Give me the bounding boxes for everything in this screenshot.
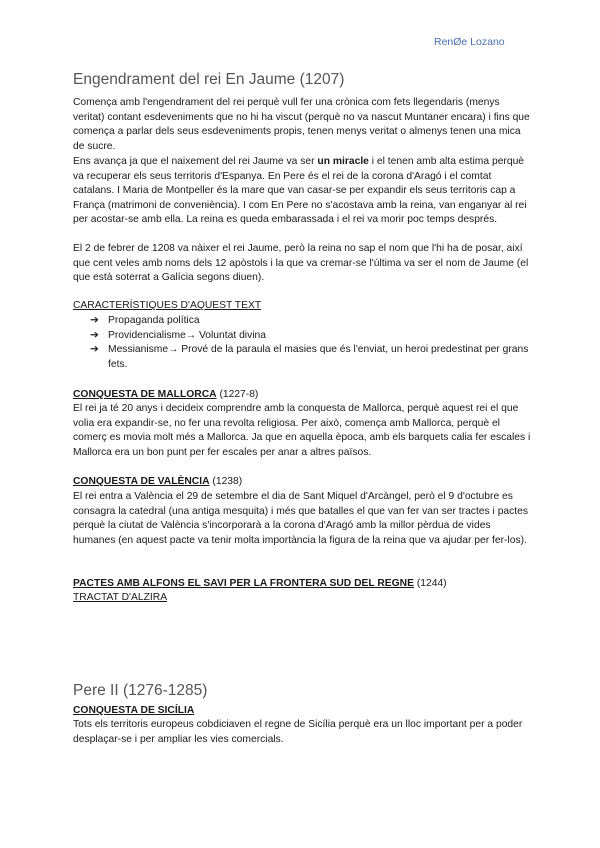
pactes-heading <box>73 577 447 592</box>
valencia-heading-text: CONQUESTA DE VALÈNCIA <box>73 476 210 487</box>
mallorca-text: El rei ja té 20 anys i decideix comprendre amb la conquesta de Mallorca, perquè aquest rei el que volia era expandir-se, no fer una revolta religiosa. Per això, comença amb Mallorca, perquè el comerç es movia molt més a Mallorca. Ja que en aquella època, amb els barquets calia fer escales i Mallorca era un bon punt per fer escales per anar a altres països. <box>73 403 531 458</box>
valencia-heading <box>73 475 242 490</box>
pactes-heading-text: PACTES AMB ALFONS EL SAVI PER LA FRONTERA SUD DEL REGNE <box>73 578 414 589</box>
paragraph-birth-start: Ens avança ja que el naixement del rei Jaume va ser <box>73 156 318 167</box>
arrow-right-icon: ➔ <box>90 344 99 356</box>
miracle-emphasis: un miracle <box>317 156 369 167</box>
valencia-years: (1238) <box>209 476 243 487</box>
paragraph-name: El 2 de febrer de 1208 va nàixer el rei Jaume, però la reina no sap el nom que l'hi ha de posar, així que cent veles amb noms dels 12 apòstols i la que va cremar-se l'última va ser el nom de Jaume (el que està soterrat a Galícia segons diuen). <box>73 243 529 284</box>
paragraph-birth <box>73 155 531 228</box>
characteristics-heading: CARACTERÍSTIQUES D'AQUEST TEXT <box>73 300 262 311</box>
list-item <box>90 314 530 329</box>
mallorca-heading <box>73 388 258 403</box>
list-item <box>90 329 530 344</box>
sicilia-heading-text: CONQUESTA DE SICÍLIA <box>73 705 195 716</box>
section-title-pere: Pere II (1276-1285) <box>73 682 208 699</box>
paragraph-birth-rest: i el tenen amb alta estima perquè va recuperar els seus territoris d'Espanya. En Pere és el rei de la corona d'Aragó i el comtat catalans. I Maria de Montpeller és la mare que van casar-se per expandir els seus territoris cap a França (matrimoni de conveniència). I com En Pere no s'acostava amb la reina, van enganyar al rei per acostar-se amb ella. La reina es queda embarassada i el rei va morir poc temps després. <box>73 156 527 226</box>
characteristics-list <box>90 314 530 372</box>
tractat-alzira: TRACTAT D'ALZIRA <box>73 592 168 603</box>
arrow-right-icon: ➔ <box>90 329 99 341</box>
section-title-jaume: Engendrament del rei En Jaume (1207) <box>73 71 345 88</box>
arrow-right-icon: ➔ <box>90 315 99 326</box>
list-item-text: Providencialisme→ Voluntat divina <box>108 329 266 341</box>
valencia-text: El rei entra a València el 29 de setembre el dia de Sant Miquel d'Arcàngel, però el 9 d'octubre es consagra la catedral (una antiga mesquita) i més que batalles el que van fer van ser tractes i pactes perquè la ciutat de València s'incorporarà a la corona d'Aragó amb la millor pèrdua de vides humanes (en aquest pacte va tenir molta importància la figura de la reina que va ajudar per fer-los). <box>73 491 529 546</box>
paragraph-intro: Comença amb l'engendrament del rei perquè vull fer una crònica com fets llegendaris (menys veritat) contant esdeveniments que no hi ha viscut (perquè no va nascut Muntaner encara) i fins que comença a parlar dels seus esdeveniments propis, tenen menys veritat o almenys tenen una mica de sucre. <box>73 97 530 152</box>
mallorca-years: (1227-8) <box>216 389 259 400</box>
list-item-text: Messianisme→ Prové de la paraula el masies que és l'enviat, un heroi predestinat per grans fets. <box>108 344 529 370</box>
list-item-text: Propaganda política <box>108 315 200 326</box>
author-name: RenØe Lozano <box>434 36 505 48</box>
mallorca-heading-text: CONQUESTA DE MALLORCA <box>73 389 217 400</box>
pactes-years: (1244) <box>413 578 447 589</box>
list-item <box>90 343 530 372</box>
sicilia-text: Tots els territoris europeus cobdiciaven el regne de Sicília perquè era un lloc important per a poder desplaçar-se i per ampliar les vies comercials. <box>73 719 523 745</box>
sicilia-heading <box>73 704 194 719</box>
